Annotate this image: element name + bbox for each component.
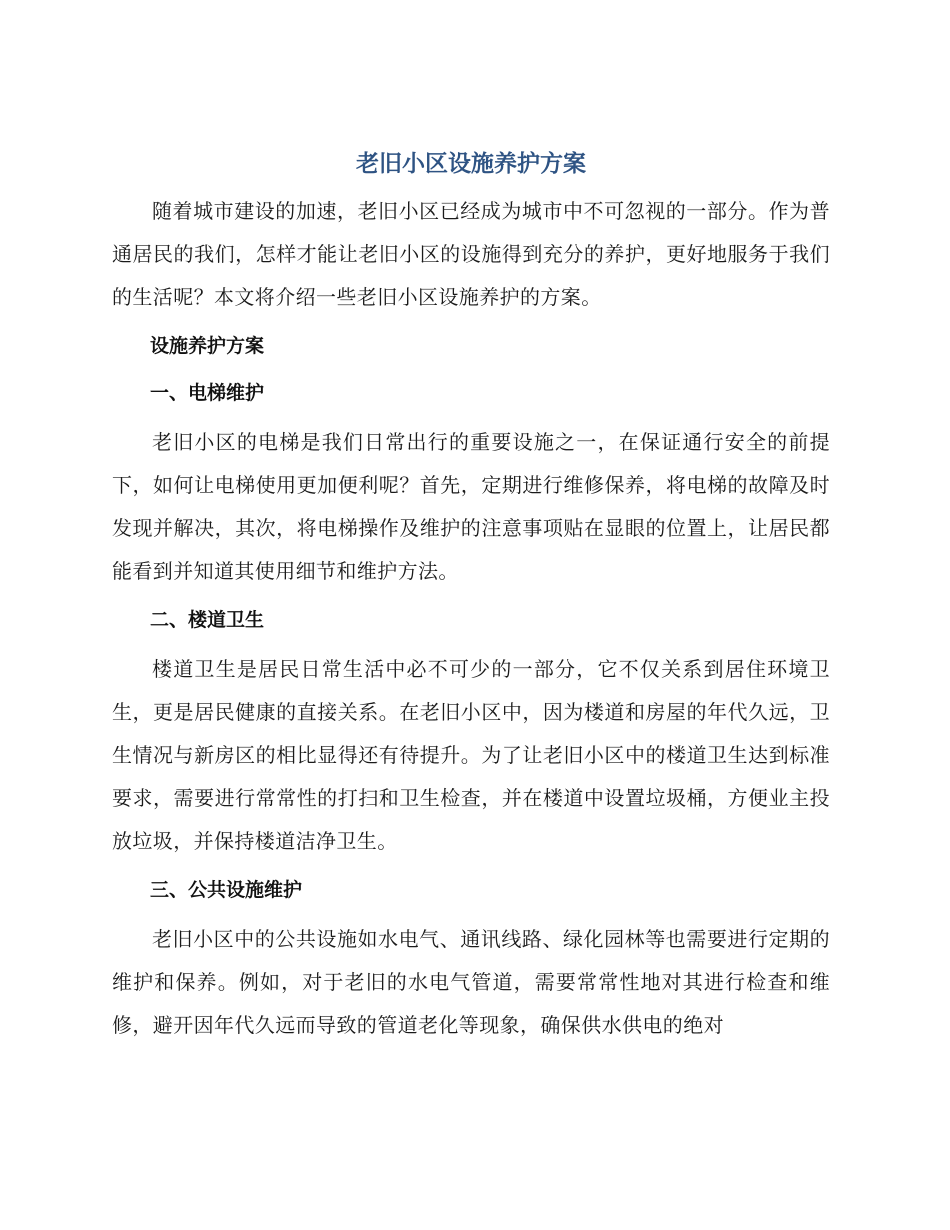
document-content xyxy=(112,146,830,1047)
section-heading-corridor: 二、楼道卫生 xyxy=(150,609,265,631)
section-body-corridor: 楼道卫生是居民日常生活中必不可少的一部分，它不仅关系到居住环境卫生，更是居民健康的直接关系。在老旧小区中，因为楼道和房屋的年代久远，卫生情况与新房区的相比显得还有待提升。为了让老旧小区中的楼道卫生达到标准要求，需要进行常常性的打扫和卫生检查，并在楼道中设置垃圾桶，方便业主投放垃圾，并保持楼道洁净卫生。 xyxy=(112,657,830,853)
section-body-public-facilities: 老旧小区中的公共设施如水电气、通讯线路、绿化园林等也需要进行定期的维护和保养。例如，对于老旧的水电气管道，需要常常性地对其进行检查和维修，避开因年代久远而导致的管道老化等现象，确保供水供电的绝对 xyxy=(112,927,830,1037)
section-body-elevator: 老旧小区的电梯是我们日常出行的重要设施之一，在保证通行安全的前提下，如何让电梯使用更加便利呢？首先，定期进行维修保养，将电梯的故障及时发现并解决，其次，将电梯操作及维护的注意事项贴在显眼的位置上，让居民都能看到并知道其使用细节和维护方法。 xyxy=(112,430,830,583)
document-title: 老旧小区设施养护方案 xyxy=(356,151,586,177)
section-heading-main: 设施养护方案 xyxy=(150,335,265,357)
section-heading-public-facilities: 三、公共设施维护 xyxy=(150,879,303,901)
section-heading-elevator: 一、电梯维护 xyxy=(150,382,265,404)
intro-paragraph: 随着城市建设的加速，老旧小区已经成为城市中不可忽视的一部分。作为普通居民的我们，怎样才能让老旧小区的设施得到充分的养护，更好地服务于我们的生活呢？本文将介绍一些老旧小区设施养护的方案。 xyxy=(112,199,830,309)
